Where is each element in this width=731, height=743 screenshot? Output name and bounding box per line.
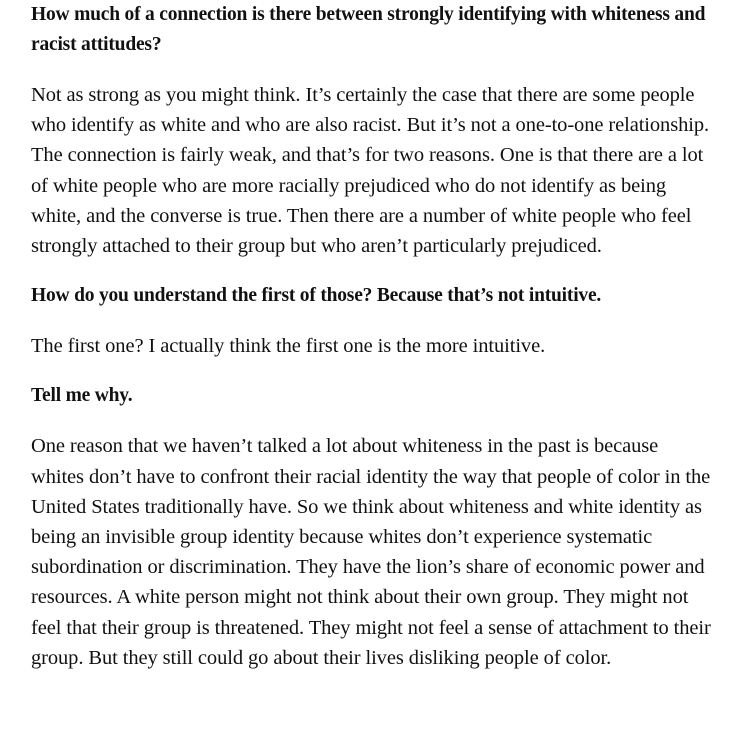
interview-question: Tell me why. [31, 385, 133, 407]
interview-question: How do you understand the first of those? Because that’s not intuitive. [31, 285, 602, 307]
interview-article [31, 0, 711, 673]
interview-answer: The first one? I actually think the first one is the more intuitive. [31, 335, 546, 358]
interview-answer: Not as strong as you might think. It’s certainly the case that there are some people who identify as white and who are also racist. But it’s not a one-to-one relationship. The connection is fairly weak, and that’s for two reasons. One is that there are a lot of white people who are more racially prejudiced who do not identify as being white, and the converse is true. Then there are a number of white people who feel strongly attached to their group but who aren’t particularly prejudiced. [31, 84, 709, 258]
interview-answer: One reason that we haven’t talked a lot about whiteness in the past is because whites don’t have to confront their racial identity the way that people of color in the United States traditionally have. So we think about whiteness and white identity as being an invisible group identity because whites don’t experience systematic subordination or discrimination. They have the lion’s share of economic power and resources. A white person might not think about their own group. They might not feel that their group is threatened. They might not feel a sense of attachment to their group. But they still could go about their lives disliking people of color. [31, 435, 711, 669]
interview-question: How much of a connection is there between strongly identifying with whiteness and racist attitudes? [31, 4, 706, 55]
